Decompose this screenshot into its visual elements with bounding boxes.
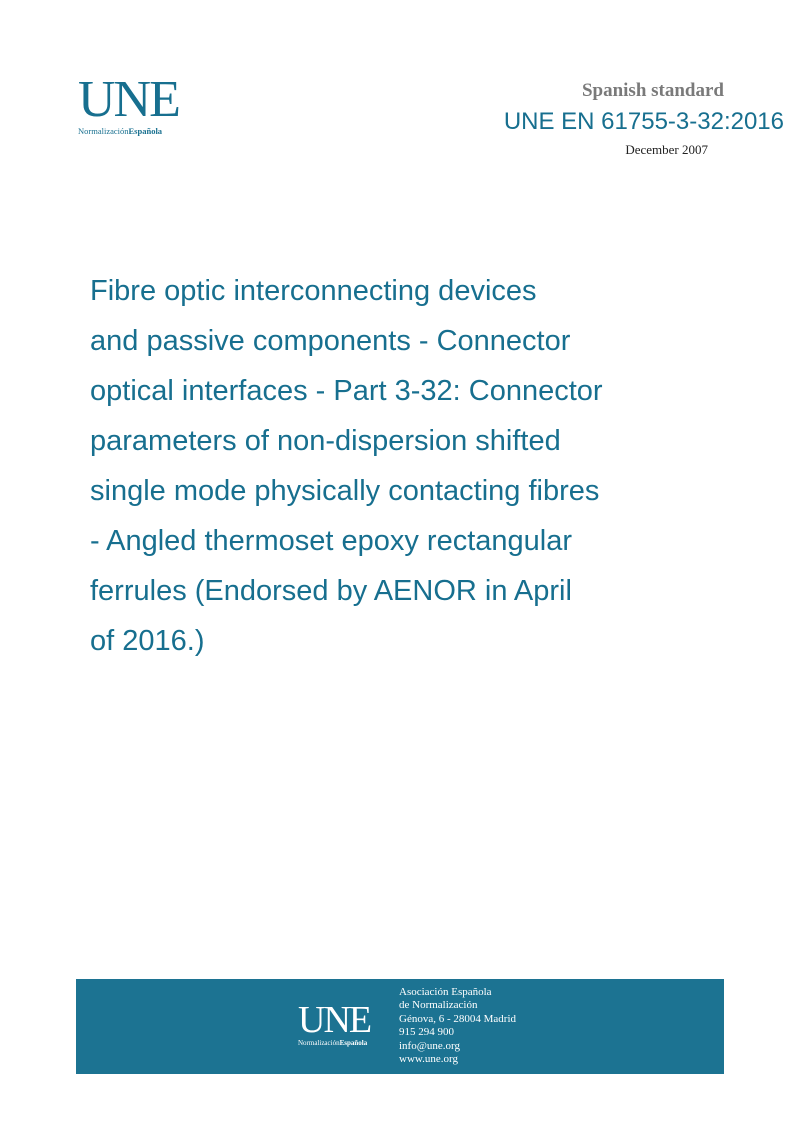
title-line: - Angled thermoset epoxy rectangular (90, 525, 572, 557)
footer-logo-mark: UNE (298, 999, 371, 1041)
standard-title (90, 266, 690, 666)
footer-contact-info (399, 986, 516, 1066)
org-name-line1: Asociación Española (399, 986, 492, 998)
title-line: parameters of non-dispersion shifted (90, 425, 561, 457)
title-line: Fibre optic interconnecting devices (90, 275, 537, 307)
title-line: and passive components - Connector (90, 325, 571, 357)
title-line: single mode physically contacting fibres (90, 475, 600, 507)
publication-date: December 2007 (625, 142, 708, 157)
une-logo-mark: UNE (78, 71, 179, 128)
footer-banner (76, 979, 724, 1074)
title-line: of 2016.) (90, 625, 205, 657)
org-phone: 915 294 900 (399, 1026, 454, 1039)
footer-logo-sub-bold: Española (339, 1039, 368, 1047)
footer-logo-sub-normal: Normalización (298, 1039, 340, 1047)
une-logo-subtitle (78, 126, 198, 136)
org-website[interactable]: www.une.org (399, 1053, 458, 1066)
logo-sub-bold: Española (128, 126, 163, 136)
footer-logo-subtitle (298, 1039, 388, 1047)
org-address: Génova, 6 - 28004 Madrid (399, 1012, 517, 1025)
document-type: Spanish standard (581, 80, 724, 101)
une-logo (78, 71, 198, 136)
document-header (504, 80, 784, 158)
title-line: ferrules (Endorsed by AENOR in April (90, 575, 572, 607)
standard-code: UNE EN 61755-3-32:2016 (503, 108, 784, 135)
org-email[interactable]: info@une.org (399, 1039, 460, 1052)
title-line: optical interfaces - Part 3-32: Connector (90, 375, 603, 407)
footer-une-logo (298, 999, 388, 1047)
org-name-line2: de Normalización (399, 999, 478, 1012)
logo-sub-normal: Normalización (78, 126, 129, 136)
